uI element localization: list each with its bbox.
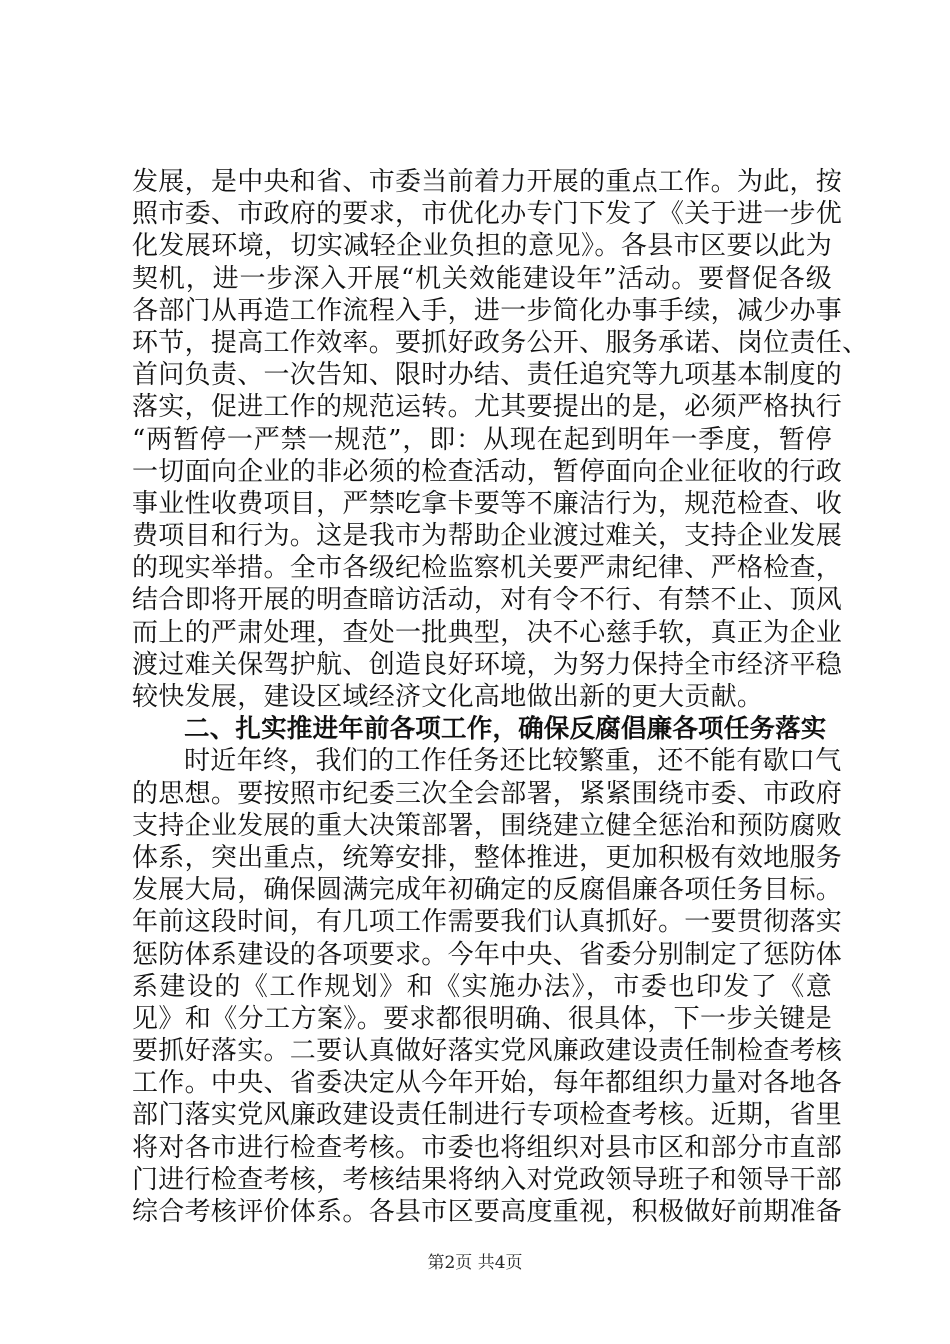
text-line: 事业性收费项目，严禁吃拿卡要等不廉洁行为，规范检查、收 bbox=[132, 488, 843, 519]
section-heading: 二、扎实推进年前各项工作，确保反腐倡廉各项任务落实 bbox=[184, 714, 827, 745]
text-line: 的思想。要按照市纪委三次全会部署，紧紧围绕市委、市政府 bbox=[132, 778, 843, 809]
text-line: 部门落实党风廉政建设责任制进行专项检查考核。近期，省里 bbox=[132, 1100, 843, 1131]
text-line: 惩防体系建设的各项要求。今年中央、省委分别制定了惩防体 bbox=[132, 939, 843, 970]
text-line: 将对各市进行检查考核。市委也将组织对县市区和部分市直部 bbox=[132, 1132, 843, 1163]
text-line: 时近年终，我们的工作任务还比较繁重，还不能有歇口气 bbox=[184, 746, 842, 777]
text-line: 综合考核评价体系。各县市区要高度重视，积极做好前期准备 bbox=[132, 1197, 843, 1227]
text-line: 年前这段时间，有几项工作需要我们认真抓好。一要贯彻落实 bbox=[132, 907, 843, 938]
text-line: 的现实举措。全市各级纪检监察机关要严肃纪律、严格检查， bbox=[132, 553, 843, 584]
text-line: 化发展环境，切实减轻企业负担的意见》。各县市区要以此为 bbox=[132, 231, 832, 262]
paragraph-1 bbox=[132, 166, 869, 713]
text-line: 要抓好落实。二要认真做好落实党风廉政建设责任制检查考核 bbox=[132, 1036, 843, 1067]
paragraph-2 bbox=[132, 745, 843, 1228]
text-line: 系建设的《工作规划》和《实施办法》，市委也印发了《意 bbox=[132, 971, 832, 1002]
text-line: 发展，是中央和省、市委当前着力开展的重点工作。为此，按 bbox=[132, 167, 843, 197]
text-line: 费项目和行为。这是我市为帮助企业渡过难关，支持企业发展 bbox=[132, 521, 843, 552]
text-line: 体系，突出重点，统筹安排，整体推进，更加积极有效地服务 bbox=[132, 842, 843, 873]
text-line: 发展大局，确保圆满完成年初确定的反腐倡廉各项任务目标。 bbox=[132, 875, 843, 906]
text-line: 契机，进一步深入开展“机关效能建设年”活动。要督促各级 bbox=[132, 263, 832, 294]
text-line: 照市委、市政府的要求，市优化办专门下发了《关于进一步优 bbox=[132, 199, 843, 230]
text-line: 落实，促进工作的规范运转。尤其要提出的是，必须严格执行 bbox=[132, 392, 843, 423]
text-line: 较快发展，建设区域经济文化高地做出新的更大贡献。 bbox=[132, 682, 764, 712]
text-line: 各部门从再造工作流程入手，进一步简化办事手续，减少办事 bbox=[132, 295, 843, 326]
text-line: “两暂停一严禁一规范”，即：从现在起到明年一季度，暂停 bbox=[132, 424, 832, 455]
text-line: 一切面向企业的非必须的检查活动，暂停面向企业征收的行政 bbox=[132, 456, 843, 487]
body-text bbox=[132, 166, 869, 1228]
text-line: 环节，提高工作效率。要抓好政务公开、服务承诺、岗位责任、 bbox=[132, 327, 869, 358]
text-line: 而上的严肃处理，查处一批典型，决不心慈手软，真正为企业 bbox=[132, 617, 843, 648]
text-line: 门进行检查考核，考核结果将纳入对党政领导班子和领导干部 bbox=[132, 1164, 843, 1195]
text-line: 支持企业发展的重大决策部署，围绕建立健全惩治和预防腐败 bbox=[132, 810, 843, 841]
page-footer: 第2页 共4页 bbox=[427, 1253, 523, 1273]
text-line: 结合即将开展的明查暗访活动，对有令不行、有禁不止、顶风 bbox=[132, 585, 843, 616]
text-line: 工作。中央、省委决定从今年开始，每年都组织力量对各地各 bbox=[132, 1068, 843, 1099]
text-line: 首问负责、一次告知、限时办结、责任追究等九项基本制度的 bbox=[132, 360, 843, 391]
text-line: 渡过难关保驾护航、创造良好环境，为努力保持全市经济平稳 bbox=[132, 649, 843, 680]
text-line: 见》和《分工方案》。要求都很明确、很具体，下一步关键是 bbox=[132, 1003, 832, 1034]
